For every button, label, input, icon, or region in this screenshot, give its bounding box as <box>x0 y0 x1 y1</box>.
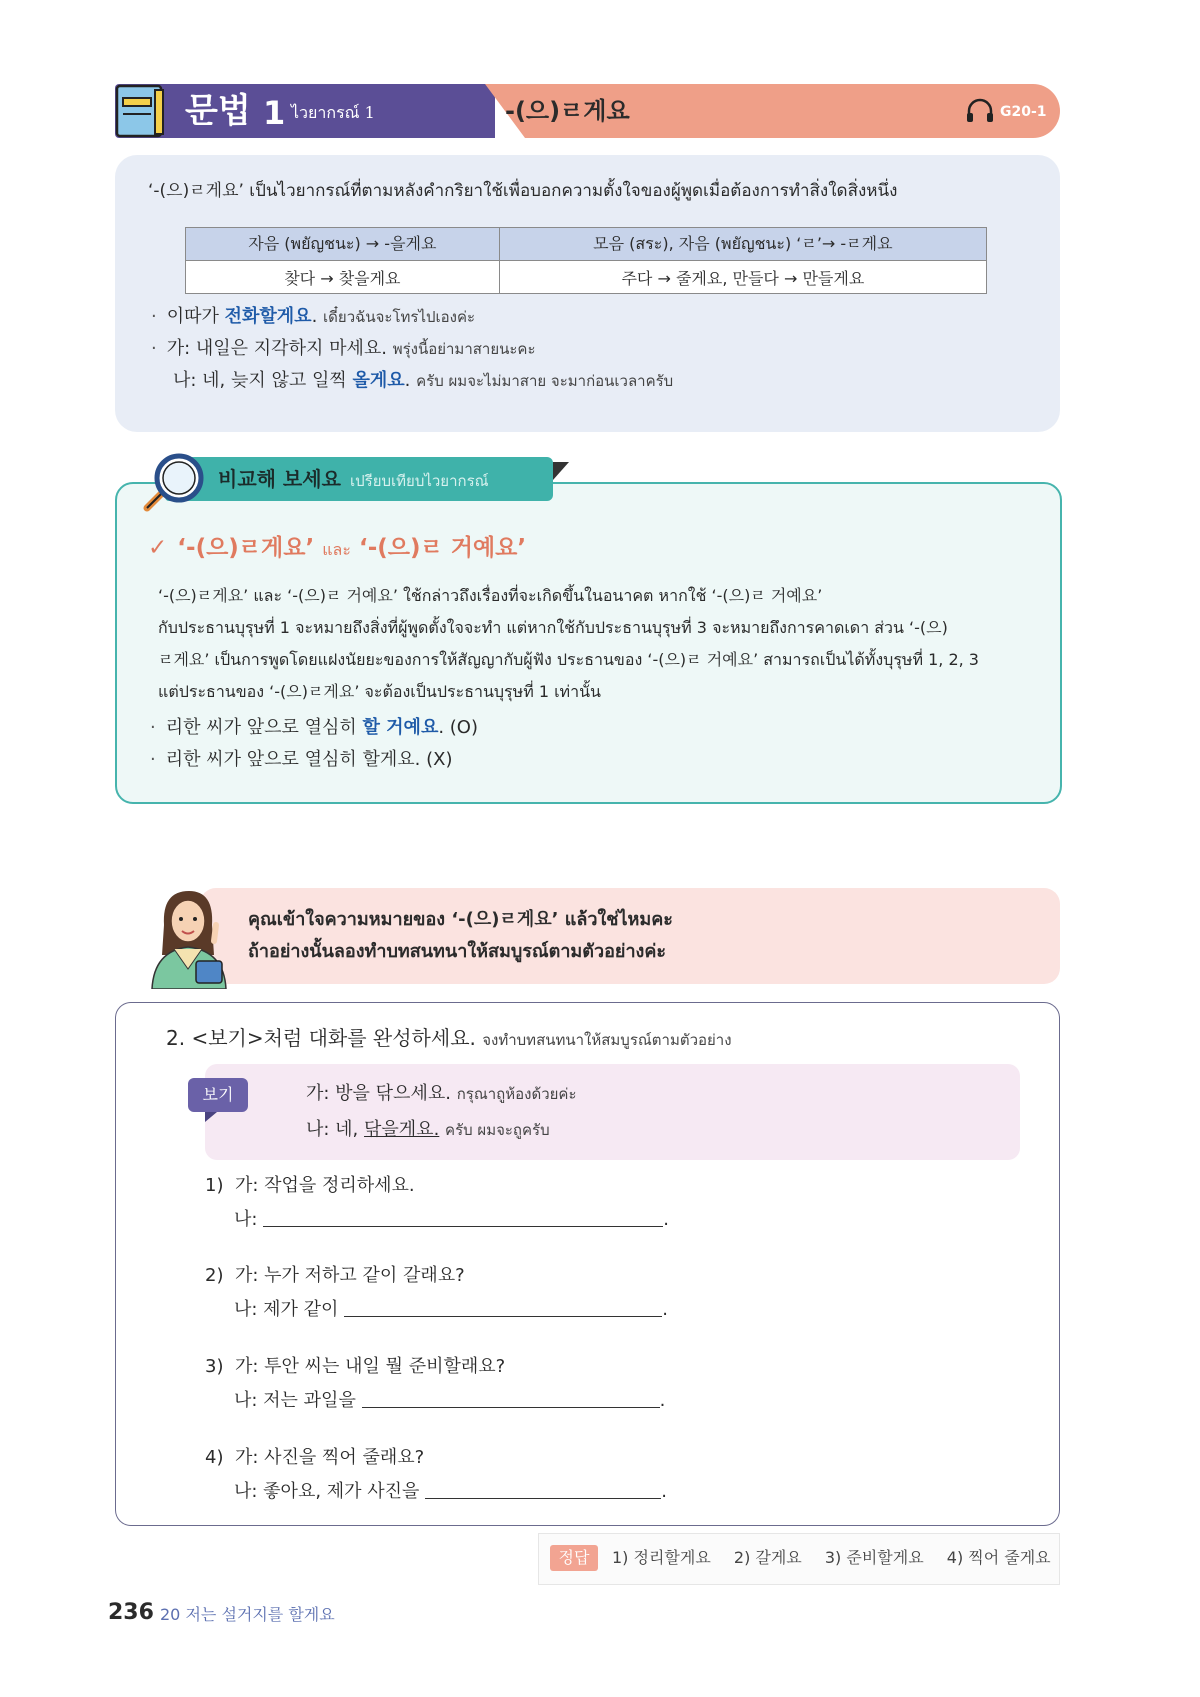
audio-track-code: G20-1 <box>1000 104 1047 120</box>
answer-blank[interactable] <box>344 1296 662 1317</box>
compare-title: 비교해 보세요 <box>218 467 341 491</box>
sample-line-b: 나: 네, 닦을게요. ครับ ผมจะถูครับ <box>306 1119 550 1140</box>
header-grammar: -(으)ㄹ게요 <box>505 97 630 125</box>
compare-body-line: แต่ประธานของ ‘-(으)ㄹ게요’ จะต้องเป็นประธานบุรุษที่ 1 เท่านั้น <box>158 682 601 701</box>
answer-item: 1) 정리할게요 <box>612 1548 711 1567</box>
page-number: 236 <box>108 1600 154 1625</box>
compare-example-incorrect: · 리한 씨가 앞으로 열심히 할게요. (X) <box>150 749 453 770</box>
compare-example-correct: · 리한 씨가 앞으로 열심히 할 거예요. (O) <box>150 717 478 738</box>
question-line-a: 1) 가: 작업을 정리하세요. <box>205 1175 415 1196</box>
sample-label-fold <box>205 1112 217 1122</box>
question-line-b: 나: 좋아요, 제가 사진을 . <box>234 1476 667 1508</box>
table-cell-vowel-example: 주다 → 줄게요, 만들다 → 만들게요 <box>499 261 986 294</box>
footer-chapter: 20 저는 설거지를 할게요 <box>160 1605 335 1624</box>
sample-label: 보기 <box>188 1078 248 1112</box>
answer-blank[interactable] <box>425 1478 661 1499</box>
answer-blank[interactable] <box>263 1206 663 1227</box>
question-line-a: 3) 가: 투안 씨는 내일 뭘 준비할래요? <box>205 1356 506 1377</box>
answer-key-label: 정답 <box>550 1545 598 1571</box>
example-line: · 이따가 전화할게요. เดี๋ยวฉันจะโทรไปเองค่ะ <box>151 306 476 327</box>
question-line-a: 2) 가: 누가 저하고 같이 갈래요? <box>205 1265 465 1286</box>
compare-body <box>158 580 1028 708</box>
header-title: 문법 <box>185 91 251 131</box>
answer-item: 2) 갈게요 <box>733 1548 802 1567</box>
question-line-b: 나: 제가 같이 . <box>234 1294 668 1326</box>
table-header-vowel: 모음 (สระ), 자음 (พยัญชนะ) ‘ㄹ’→ -ㄹ게요 <box>499 228 986 261</box>
check-icon: ✓ <box>148 535 168 561</box>
headphones-icon[interactable] <box>965 98 995 124</box>
compare-thai: เปรียบเทียบไวยากรณ์ <box>350 472 489 490</box>
table-cell-consonant-example: 찾다 → 찾을게요 <box>186 261 500 294</box>
exercise-title: 2. <보기>처럼 대화를 완성하세요. จงทำบทสนทนาให้สมบูรณ์ตามตัวอย่าง <box>166 1026 732 1050</box>
prompt-line: คุณเข้าใจความหมายของ ‘-(으)ㄹ게요’ แล้วใช่ไหมคะ <box>248 909 673 930</box>
answer-item: 3) 준비할게요 <box>824 1548 924 1567</box>
question-line-b: 나: 저는 과일을 . <box>234 1385 665 1417</box>
answer-item: 4) 찍어 줄게요 <box>946 1548 1051 1567</box>
answer-blank[interactable] <box>362 1387 660 1408</box>
grammar-header <box>115 84 1060 138</box>
question-line-a: 4) 가: 사진을 찍어 줄래요? <box>205 1447 425 1468</box>
compare-heading: ✓ ‘-(으)ㄹ게요’ และ ‘-(으)ㄹ 거예요’ <box>148 535 527 561</box>
example-line: 나: 네, 늦지 않고 일찍 올게요. ครับ ผมจะไม่มาสาย จะมาก่อนเวลาครับ <box>173 370 674 391</box>
example-line: · 가: 내일은 지각하지 마세요. พรุ่งนี้อย่ามาสายนะคะ <box>151 338 536 359</box>
compare-body-line: กับประธานบุรุษที่ 1 จะหมายถึงสิ่งที่ผู้พูดตั้งใจจะทำ แต่หากใช้กับประธานบุรุษที่ 3 จะหมายถึงการคาดเดา ส่วน ‘-(으) <box>158 618 948 637</box>
compare-tab-fold <box>553 462 569 480</box>
magnifier-icon <box>143 452 207 514</box>
compare-body-line: ‘-(으)ㄹ게요’ และ ‘-(으)ㄹ 거예요’ ใช้กล่าวถึงเรื่องที่จะเกิดขึ้นในอนาคต หากใช้ ‘-(으)ㄹ 거예요’ <box>158 586 823 605</box>
book-icon <box>115 84 167 138</box>
prompt-line: ถ้าอย่างนั้นลองทำบทสนทนาให้สมบูรณ์ตามตัวอย่างค่ะ <box>248 941 667 962</box>
header-thai: ไวยากรณ์ 1 <box>291 103 375 122</box>
teacher-illustration-icon <box>144 885 234 989</box>
explanation-box <box>115 155 1060 432</box>
question-line-b: 나: . <box>234 1204 669 1236</box>
header-number: 1 <box>263 94 286 132</box>
answer-key-text <box>612 1544 1069 1572</box>
compare-body-line: ㄹ게요’ เป็นการพูดโดยแฝงนัยยะของการให้สัญญากับผู้ฟัง ประธานของ ‘-(으)ㄹ 거예요’ สามารถเป็นได้ทั้งบุรุษที่ 1, 2, 3 <box>158 650 979 669</box>
explanation-text: ‘-(으)ㄹ게요’ เป็นไวยากรณ์ที่ตามหลังคำกริยาใช้เพื่อบอกความตั้งใจของผู้พูดเมื่อต้องการทำสิ่งใดสิ่งหนึ่ง <box>148 181 898 201</box>
conjugation-table <box>185 227 987 294</box>
sample-line-a: 가: 방을 닦으세요. กรุณาถูห้องด้วยค่ะ <box>306 1083 577 1104</box>
prompt-text <box>248 904 673 968</box>
table-header-consonant: 자음 (พยัญชนะ) → -을게요 <box>186 228 500 261</box>
